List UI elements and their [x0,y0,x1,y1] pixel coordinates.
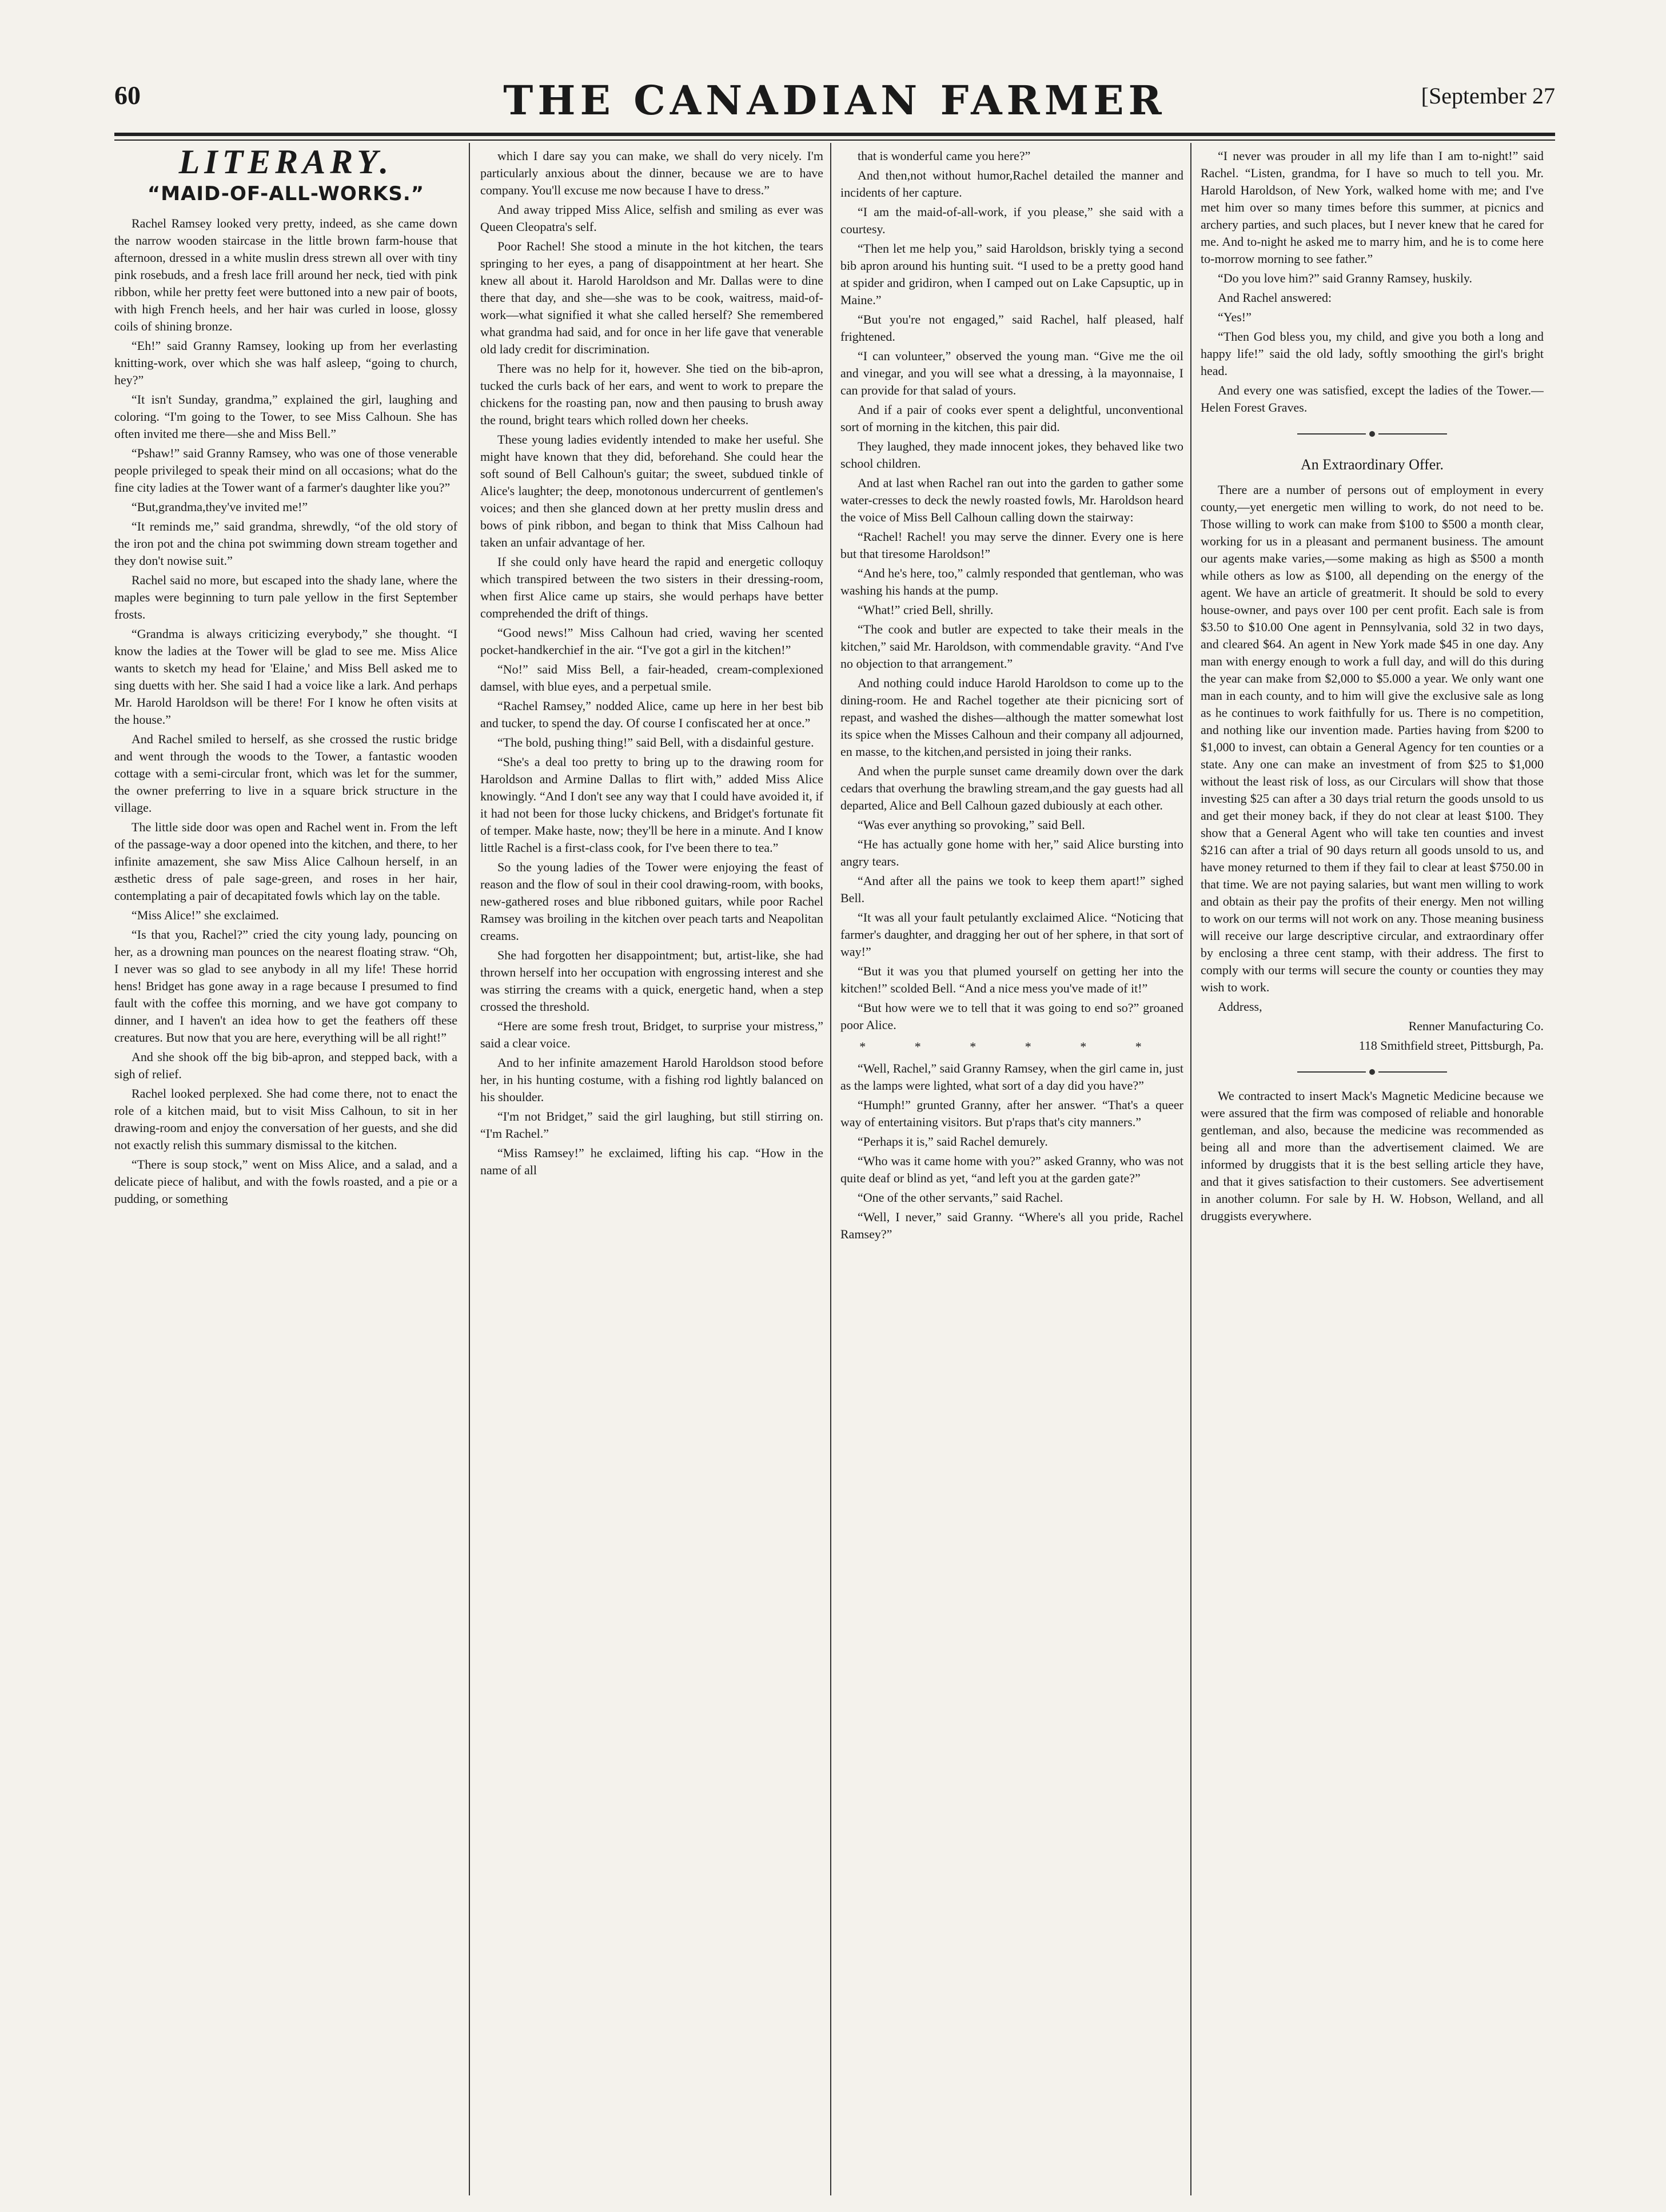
paragraph: And Rachel answered: [1218,290,1332,305]
paragraph: “Here are some fresh trout, Bridget, to surprise your mistress,” said a clear voice. [480,1019,823,1050]
paragraph: “It was all your fault petulantly exclaimed Alice. “Noticing that farmer's daughter, and dragging her out of her sphere, in that sort of way!” [840,910,1183,959]
paragraph: “Who was it came home with you?” asked Granny, who was not quite deaf or blind as yet, “and left you at the garden gate?” [840,1154,1183,1185]
paragraph: There was no help for it, however. She tied on the bib-apron, tucked the curls back of her ears, and went to work to prepare the chickens for the roasting pan, now and then pausing to brush away the round, bright tears which rolled down her cheeks. [480,361,823,427]
advertisement-title: An Extraordinary Offer. [1300,456,1444,473]
paragraph: Rachel Ramsey looked very pretty, indeed, as she came down the narrow wooden staircase in the little brown farm-house that afternoon, dressed in a white muslin dress strewn all over with tiny pink rosebuds, and a fresh lace frill around her neck, tied with pink ribbon, while her pretty feet were buttoned into a new pair of boots, with high French heels, and her hair was curled in loose, glossy coils of shining bronze. [114,216,457,333]
paragraph: “But you're not engaged,” said Rachel, half pleased, half frightened. [840,312,1183,344]
story-title: “MAID-OF-ALL-WORKS.” [147,182,425,205]
paragraph: And when the purple sunset came dreamily down over the dark cedars that overhung the brawling stream,and the gay guests had all departed, Alice and Bell Calhoun gazed dubiously at each other. [840,764,1183,812]
page-number: 60 [114,81,141,110]
paragraph: These young ladies evidently intended to make her useful. She might have known that they did, beforehand. She could hear the soft sound of Bell Calhoun's guitar; the sweet, subdued tinkle of Alice's laughter; the deep, monotonous undercurrent of gentlemen's voices; and then she glanced down at her pretty muslin dress and bows of pink ribbon, and began to think that Miss Calhoun had taken an unfair advantage of her. [480,432,823,549]
paragraph: And nothing could induce Harold Haroldson to come up to the dining-room. He and Rachel together ate their picnicing sort of repast, and washed the dishes—although the matter somewhat lost its spice when the Misses Calhoun and their company all adjourned, en masse, to the kitchen,and persisted in joing their ranks. [840,676,1183,759]
paragraph: “Miss Alice!” she exclaimed. [131,908,279,922]
paragraph: that is wonderful came you here?” [858,149,1031,163]
newspaper-title: THE CANADIAN FARMER [503,77,1166,124]
column-3 [840,148,1183,2183]
paragraph: “Pshaw!” said Granny Ramsey, who was one of those venerable people privileged to speak their mind on all occasions; what do the fine city ladies at the Tower want of a farmer's daughter like you?” [114,446,457,495]
paragraph: And she shook off the big bib-apron, and stepped back, with a sigh of relief. [114,1050,457,1081]
advertisement-body [1201,481,1544,1015]
paragraph: “I'm not Bridget,” said the girl laughing, but still stirring on. “I'm Rachel.” [480,1109,823,1141]
paragraph: And if a pair of cooks ever spent a delightful, unconventional sort of morning in the kitchen, this pair did. [840,402,1183,434]
paragraph: Address, [1218,999,1262,1014]
paragraph: “There is soup stock,” went on Miss Alice, and a salad, and a delicate piece of halibut, and with the fowls roasted, and a pie or a pudding, or something [114,1157,457,1206]
story-body [480,148,823,1179]
paragraph: which I dare say you can make, we shall do very nicely. I'm particularly anxious about the dinner, because we are to have company. You'll excuse me now because I have to dress.” [480,149,823,197]
column-2 [480,148,823,2183]
paragraph: “But it was you that plumed yourself on getting her into the kitchen!” scolded Bell. “And a nice mess you've made of it!” [840,964,1183,995]
page-header [114,74,1555,131]
paragraph: “She's a deal too pretty to bring up to the drawing room for Haroldson and Armine Dallas to flirt with,” added Miss Alice knowingly. “And I don't see any way that I could have avoided it, if it had not been for those lucky chickens, and Bridget's fortunate fit of temper. Make haste, now; they'll be here in a minute. And I know little Rachel is a first-class cook, for I've been there to tea.” [480,755,823,855]
paragraph: And away tripped Miss Alice, selfish and smiling as ever was Queen Cleopatra's self. [480,202,823,234]
paragraph: “No!” said Miss Bell, a fair-headed, cream-complexioned damsel, with blue eyes, and a perpetual smile. [480,662,823,694]
paragraph: So the young ladies of the Tower were enjoying the feast of reason and the flow of soul in their cool drawing-room, with books, new-gathered roses and blue ribboned guitars, while poor Rachel Ramsey was broiling in the kitchen over peach tarts and Neapolitan creams. [480,860,823,943]
paragraph: Rachel said no more, but escaped into the shady lane, where the maples were beginning to turn pale yellow in the first September frosts. [114,573,457,621]
paragraph: If she could only have heard the rapid and energetic colloquy which transpired between the two sisters in their dressing-room, when first Alice came up stairs, she would perhaps have better comprehended the drift of things. [480,555,823,620]
column-divider [469,143,470,2195]
paragraph: Rachel looked perplexed. She had come there, not to enact the role of a kitchen maid, but to visit Miss Calhoun, to sit in her drawing-room and enjoy the conversation of her guests, and she did not exactly relish this summary dismissal to the kitchen. [114,1086,457,1152]
paragraph: “Perhaps it is,” said Rachel demurely. [858,1134,1048,1149]
paragraph: And then,not without humor,Rachel detailed the manner and incidents of her capture. [840,168,1183,200]
divider [1201,1062,1544,1079]
story-body [1201,148,1544,416]
paragraph: “Well, Rachel,” said Granny Ramsey, when the girl came in, just as the lamps were lighted, what sort of a day did you have?” [840,1061,1183,1093]
paragraph: “It isn't Sunday, grandma,” explained the girl, laughing and coloring. “I'm going to the Tower, to see Miss Calhoun. She has often invited me there—she and Miss Bell.” [114,392,457,441]
notice-body [1201,1087,1544,1225]
paragraph: Renner Manufacturing Co. [1408,1019,1544,1033]
paragraph: “Humph!” grunted Granny, after her answer. “That's a queer way of entertaining visitors. But p'raps that's city manners.” [840,1098,1183,1129]
paragraph: We contracted to insert Mack's Magnetic Medicine because we were assured that the firm was composed of reliable and honorable gentleman, and also, because the medicine was recommended as being all and more than the advertisement claimed. We are informed by druggists that it is the best selling article they have, and that it gives satisfaction to their customers. See advertisement in another column. For sale by H. W. Hobson, Welland, and all druggists everywhere. [1201,1089,1544,1223]
paragraph: “Was ever anything so provoking,” said Bell. [858,818,1085,832]
paragraph: “He has actually gone home with her,” said Alice bursting into angry tears. [840,837,1183,868]
column-divider [830,143,831,2195]
paragraph: They laughed, they made innocent jokes, they behaved like two school children. [840,439,1183,471]
paragraph: And at last when Rachel ran out into the garden to gather some water-cresses to deck the newly roasted fowls, Mr. Haroldson heard the voice of Miss Bell Calhoun calling down the stairway: [840,476,1183,524]
paragraph: “I never was prouder in all my life than I am to-night!” said Rachel. “Listen, grandma, for I have so much to tell you. Mr. Harold Haroldson, of New York, walked home with me; and I've met him over so many times before this summer, at picnics and archery parties, and such places, but I never knew that he cared for me. And to-night he asked me to marry him, and he is to come here to-morrow morning to see father.” [1201,149,1544,266]
story-body [840,148,1183,1034]
paragraph: She had forgotten her disappointment; but, artist-like, she had thrown herself into her occupation with engrossing interest and she was stirring the creams with a quick, energetic hand, when a step crossed the threshold. [480,948,823,1014]
paragraph: “I am the maid-of-all-work, if you please,” she said with a courtesy. [840,205,1183,236]
section-break-stars: * * * * * * [859,1039,1165,1054]
paragraph: “Eh!” said Granny Ramsey, looking up from her everlasting knitting-work, over which she was half asleep, “going to church, hey?” [114,338,457,387]
advertisement-address [1201,1018,1544,1054]
paragraph: “One of the other servants,” said Rachel. [858,1190,1063,1205]
header-rule [114,133,1555,136]
paragraph: “The bold, pushing thing!” said Bell, with a disdainful gesture. [497,735,814,750]
paragraph: “And he's here, too,” calmly responded that gentleman, who was washing his hands at the pump. [840,566,1183,597]
section-title: LITERARY. [178,148,393,181]
paragraph: “What!” cried Bell, shrilly. [858,603,994,617]
paragraph: “But,grandma,they've invited me!” [131,500,308,514]
paragraph: “Well, I never,” said Granny. “Where's all you pride, Rachel Ramsey?” [840,1210,1183,1241]
paragraph: “Grandma is always criticizing everybody,” she thought. “I know the ladies at the Tower will be glad to see me. Miss Alice wants to sketch my head for 'Elaine,' and Miss Bell asked me to sing duetts with her. She said I had a voice like a lark. And perhaps Mr. Harold Haroldson will be there! For I know he often visits at the house.” [114,627,457,727]
paragraph: The little side door was open and Rachel went in. From the left of the passage-way a door opened into the kitchen, and there, to her infinite amazement, she saw Miss Alice Calhoun herself, in an æsthetic dress of pale sage-green, and roses in her hair, contemplating a pair of decapitated fowls which lay on the table. [114,820,457,903]
paragraph: There are a number of persons out of employment in every county,—yet energetic men willing to work, do not need to be. Those willing to work can make from $100 to $500 a month clear, working for us in a pleasant and permanent business. The amount our agents make varies,—some making as high as $500 a month while others as low as $100, all depending on the energy of the agent. We have an article of greatmerit. It should be sold to every house-owner, and pays over 100 per cent profit. Each sale is from $3.50 to $10.00 One agent in Pennsylvania, sold 32 in two days, and cleared $64. An agent in New York made $45 in one day. Any man with energy enough to work a full day, and will do this during the year can make from $2,000 to $5.000 a year. We only want one man in each county, and to him will give the exclusive sale as long as he continues to work faithfully for us. There is no competition, and nothing like our invention made. Parties having from $200 to $1,000 to invest, can obtain a General Agency for ten counties or a state. Any one can make an investment of from $25 to $1,000 without the least risk of loss, as our Circulars will show that those investing $25 can after a 30 days trial return the goods unsold to us and get their money back, if they do not clear at least $100. They show that a General Agent who will take ten counties and invest $216 can after a trial of 90 days return all goods unsold to us, and have money returned to them if they fail to clear at least $750.00 in that time. We are not paying salaries, but want men willing to work and obtain as their pay the profits of their energy. Men not willing to work on our terms will not work on any. Those meaning business will receive our large descriptive circular, and extraordinary offer by enclosing a three cent stamp, with their address. The first to comply with our terms will secure the county or counties they may wish to work. [1201,483,1544,994]
column-divider [1190,143,1191,2195]
paragraph: “Miss Ramsey!” he exclaimed, lifting his cap. “How in the name of all [480,1146,823,1177]
paragraph: “Rachel! Rachel! you may serve the dinner. Every one is here but that tiresome Haroldson!” [840,529,1183,561]
paragraph: “Yes!” [1218,310,1252,324]
header-rule-thin [114,140,1555,141]
paragraph: And Rachel smiled to herself, as she crossed the rustic bridge and went through the woods to the Tower, a fantastic wooden cottage with a semi-circular front, which was let for the summer, the owner preferring to live in a square brick structure in the village. [114,732,457,815]
paragraph: And every one was satisfied, except the ladies of the Tower.—Helen Forest Graves. [1201,383,1544,414]
paragraph: And to her infinite amazement Harold Haroldson stood before her, in his hunting costume, with a fishing rod lightly balanced on his shoulder. [480,1055,823,1104]
paragraph: “Then God bless you, my child, and give you both a long and happy life!” said the old lady, softly smoothing the girl's bright head. [1201,329,1544,378]
paragraph: “Is that you, Rachel?” cried the city young lady, pouncing on her, as a drowning man pounces on the nearest floating straw. “Oh, I never was so glad to see anybody in all my life! These horrid hens! Bridget has gone away in a rage because I presumed to find fault with the coffee this morning, and we have got company to dinner, and I haven't an idea how to get the feathers off these creatures. But now that you are here, everything will be all right!” [114,927,457,1045]
column-4 [1201,148,1544,2183]
paragraph: “But how were we to tell that it was going to end so?” groaned poor Alice. [840,1001,1183,1032]
divider [1201,424,1544,441]
paragraph: “It reminds me,” said grandma, shrewdly, “of the old story of the iron pot and the china pot swimming down stream together and they don't nowise suit.” [114,519,457,568]
paragraph: “And after all the pains we took to keep them apart!” sighed Bell. [840,874,1183,905]
column-1 [114,148,457,2183]
paragraph: “The cook and butler are expected to take their meals in the kitchen,” said Mr. Haroldson, with commendable gravity. “And I've no objection to that arrangement.” [840,622,1183,671]
story-body [114,215,457,1207]
paragraph: Poor Rachel! She stood a minute in the hot kitchen, the tears springing to her eyes, a pang of disappointment at her heart. She knew all about it. Harold Haroldson and Mr. Dallas were to dine there that day, and she—she was to be cook, waitress, maid-of-work—what signified it what she called herself? She remembered what grandma had said, and for once in her life gave that venerable old lady credit for discrimination. [480,239,823,356]
story-body [840,1060,1183,1243]
paragraph: “Then let me help you,” said Haroldson, briskly tying a second bib apron around his hunting suit. “I used to be a pretty good hand at spider and gridiron, when I camped out on Lake Capsuptic, up in Maine.” [840,241,1183,307]
paragraph: “I can volunteer,” observed the young man. “Give me the oil and vinegar, and you will see what a dressing, à la mayonnaise, I can provide for that salad of yours. [840,349,1183,397]
issue-date: [September 27 [1421,83,1555,109]
paragraph: “Do you love him?” said Granny Ramsey, huskily. [1218,271,1473,285]
paragraph: “Good news!” Miss Calhoun had cried, waving her scented pocket-handkerchief in the air. “I've got a girl in the kitchen!” [480,625,823,657]
paragraph: “Rachel Ramsey,” nodded Alice, came up here in her best bib and tucker, to spend the day. Of course I confiscated her at once.” [480,699,823,730]
paragraph: 118 Smithfield street, Pittsburgh, Pa. [1358,1038,1544,1053]
